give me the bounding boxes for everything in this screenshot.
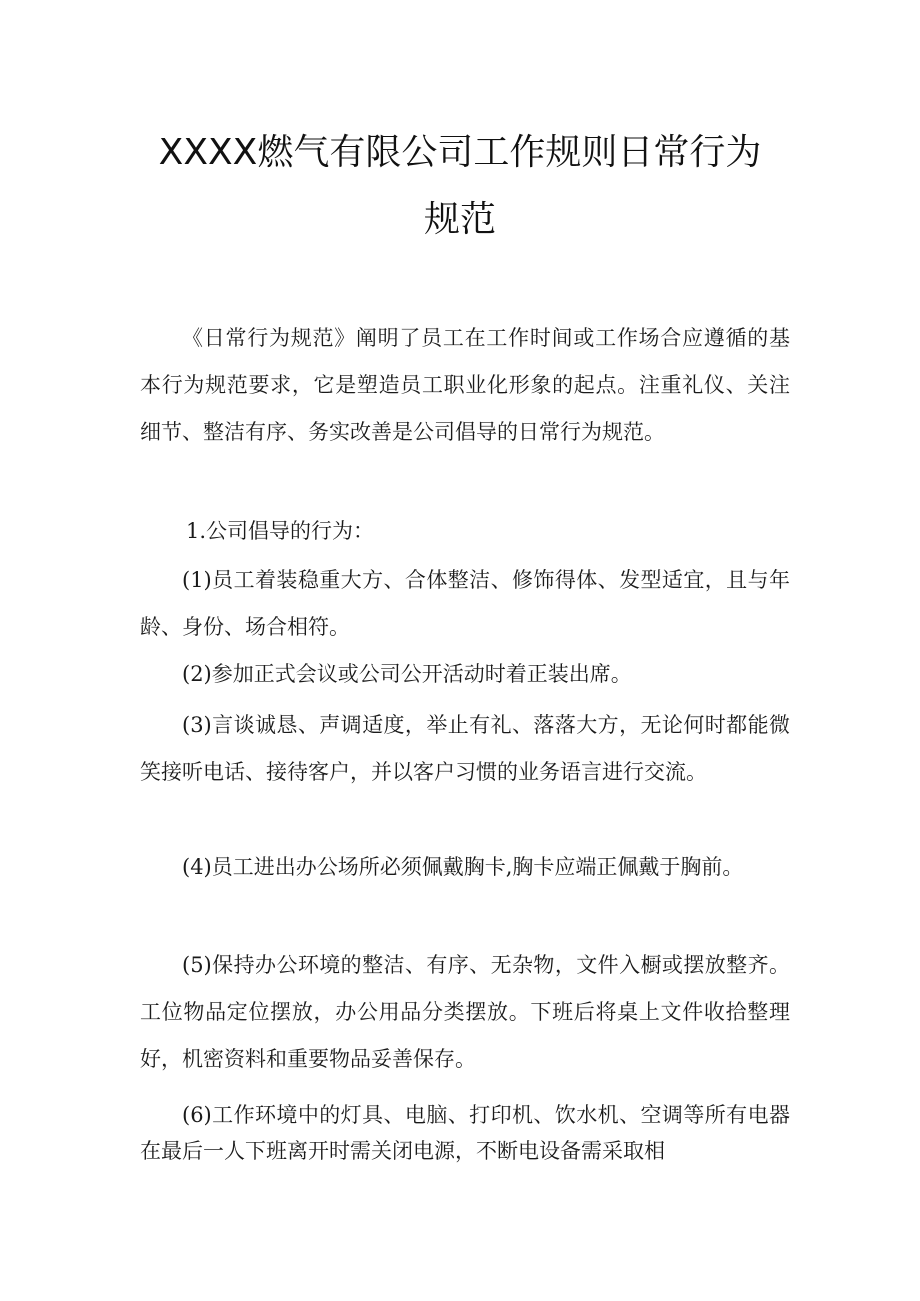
section-heading: 1.公司倡导的行为： [186, 519, 375, 543]
rule-item-5: (5)保持办公环境的整洁、有序、无杂物，文件入橱或摆放整齐。工位物品定位摆放，办公用品分类摆放。下班后将桌上文件收拾整理好，机密资料和重要物品妥善保存。 [140, 953, 790, 1071]
rule-item-4: (4)员工进出办公场所必须佩戴胸卡,胸卡应端正佩戴于胸前。 [182, 855, 744, 879]
document-title-line-2: 规范 [423, 199, 496, 240]
rule-item-3: (3)言谈诚恳、声调适度，举止有礼、落落大方，无论何时都能微笑接听电话、接待客户，并以客户习惯的业务语言进行交流。 [140, 713, 790, 784]
rule-item-2: (2)参加正式会议或公司公开活动时着正装出席。 [182, 662, 632, 686]
rule-item-6: (6)工作环境中的灯具、电脑、打印机、饮水机、空调等所有电器在最后一人下班离开时需关闭电源，不断电设备需采取相 [140, 1103, 790, 1163]
document-title-line-1: XXXX燃气有限公司工作规则日常行为 [158, 132, 762, 173]
intro-paragraph: 《日常行为规范》阐明了员工在工作时间或工作场合应遵循的基本行为规范要求，它是塑造员工职业化形象的起点。注重礼仪、关注细节、整洁有序、务实改善是公司倡导的日常行为规范。 [140, 326, 790, 444]
rule-item-1: (1)员工着装稳重大方、合体整洁、修饰得体、发型适宜，且与年龄、身份、场合相符。 [140, 568, 790, 639]
